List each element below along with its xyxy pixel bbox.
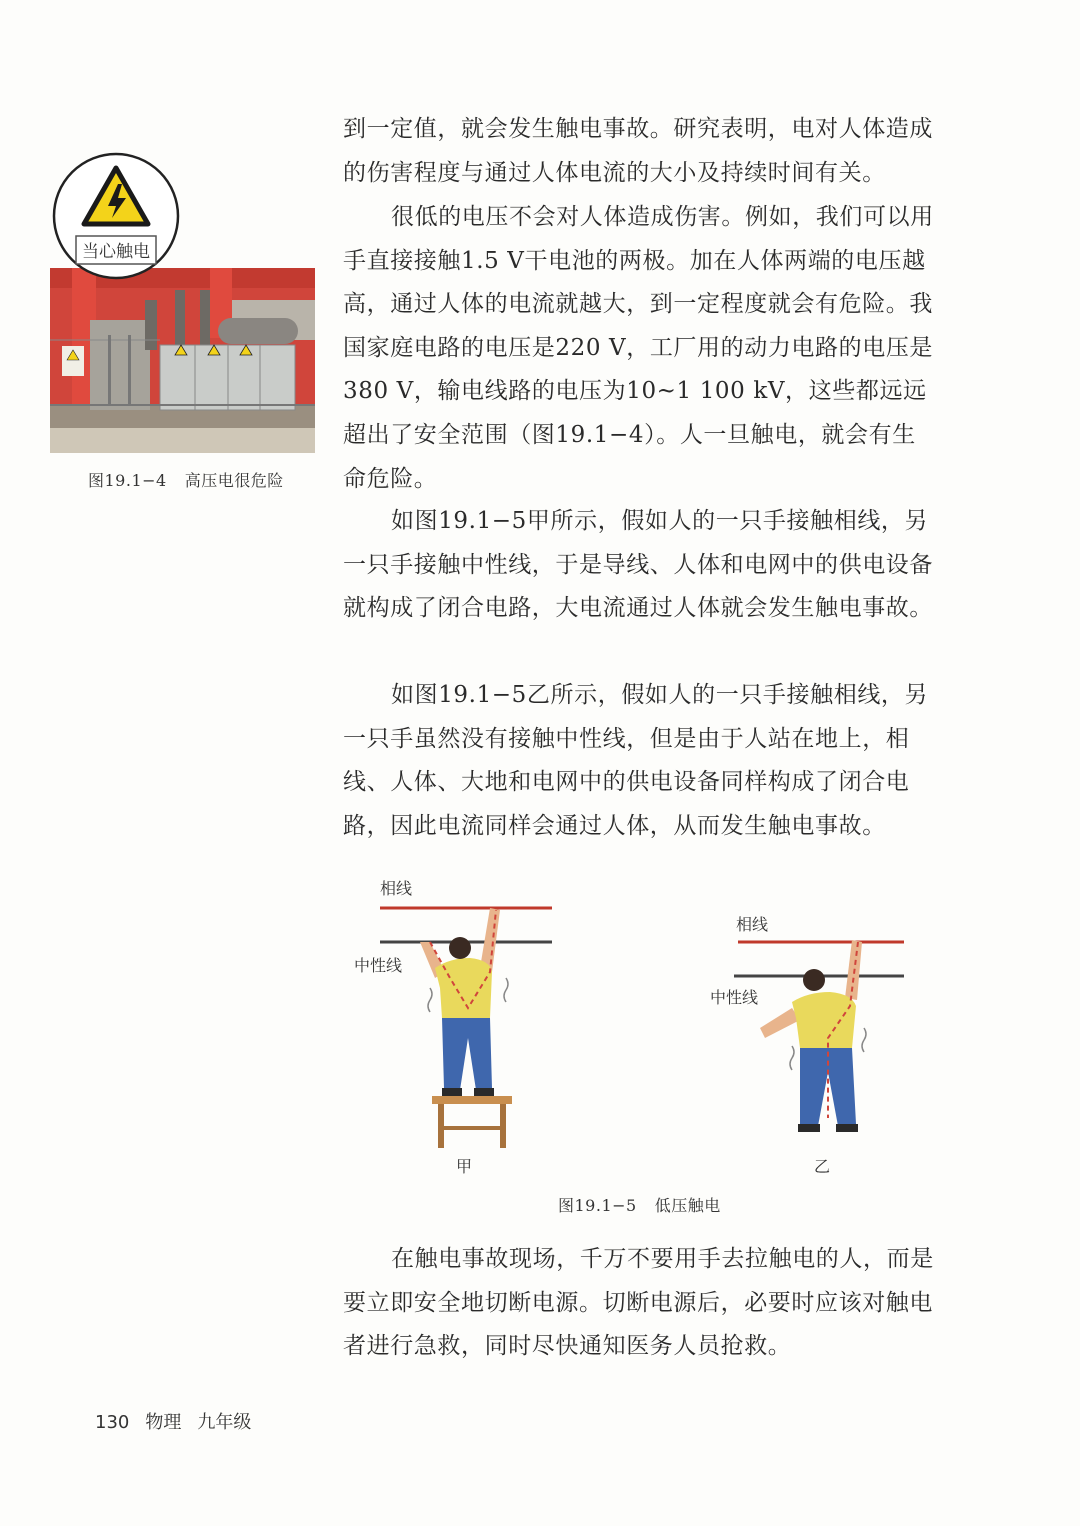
label-phase-left: 相线 (380, 879, 413, 898)
label-neutral-left: 中性线 (354, 956, 403, 975)
figure-left-jia (354, 879, 552, 1176)
subject: 物理 (145, 1412, 182, 1433)
page-footer (95, 1408, 267, 1434)
caption-number: 图19.1−5 (558, 1196, 637, 1215)
label-neutral-right: 中性线 (710, 988, 759, 1007)
figure-19-1-4 (50, 150, 320, 455)
paragraph-3: 如图19.1−5甲所示，假如人的一只手接触相线，另一只手接触中性线，于是导线、人体和电网中的供电设备就构成了闭合电路，大电流通过人体就会发生触电事故。 (343, 508, 933, 622)
paragraph-2: 很低的电压不会对人体造成伤害。例如，我们可以用手直接接触1.5 V干电池的两极。加在人体两端的电压越高，通过人体的电流就越大，到一定程度就会有危险。我国家庭电路的电压是220 V，工厂用的动力电路的电压是380 V，输电线路的电压为10~1 100 kV，这些都远远超出了安全范围（图19.1−4）。人一旦触电，就会有生命危险。 (343, 204, 934, 492)
paragraph-5: 在触电事故现场，千万不要用手去拉触电的人，而是要立即安全地切断电源。切断电源后，必要时应该对触电者进行急救，同时尽快通知医务人员抢救。 (343, 1246, 934, 1360)
figure-19-1-4-caption (88, 468, 284, 491)
paragraph-1: 到一定值，就会发生触电事故。研究表明，电对人体造成的伤害程度与通过人体电流的大小及持续时间有关。 (343, 116, 933, 186)
figure-right-yi (710, 915, 904, 1176)
label-phase-right: 相线 (736, 915, 769, 934)
grade: 九年级 (197, 1412, 252, 1433)
warning-sign-text: 当心触电 (82, 242, 150, 262)
page-number: 130 (95, 1412, 130, 1433)
caption-title: 高压电很危险 (184, 471, 284, 490)
figure-19-1-5 (340, 868, 940, 1188)
high-voltage-photo (50, 150, 320, 455)
caption-number: 图19.1−4 (88, 471, 167, 490)
figure-19-1-5-caption (558, 1193, 721, 1216)
caption-title: 低压触电 (654, 1196, 721, 1215)
paragraph-4: 如图19.1−5乙所示，假如人的一只手接触相线，另一只手虽然没有接触中性线，但是由于人站在地上，相线、人体、大地和电网中的供电设备同样构成了闭合电路，因此电流同样会通过人体，从而发生触电事故。 (343, 682, 929, 839)
sub-label-jia: 甲 (455, 1157, 473, 1176)
sub-label-yi: 乙 (813, 1157, 831, 1176)
